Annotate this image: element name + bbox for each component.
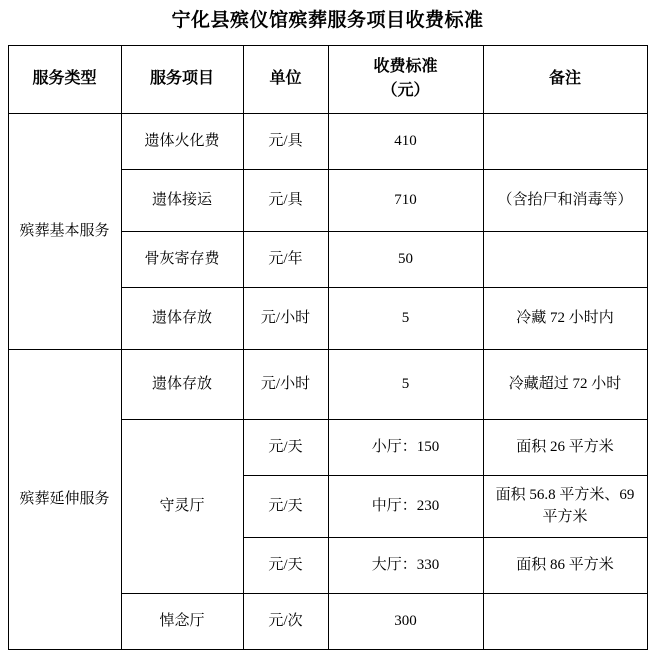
cell-service-type-basic: 殡葬基本服务 bbox=[8, 113, 121, 349]
cell-remark: 面积 26 平方米 bbox=[483, 419, 647, 475]
cell-unit: 元/天 bbox=[243, 537, 328, 593]
cell-unit: 元/小时 bbox=[243, 287, 328, 349]
cell-service-item: 遗体存放 bbox=[121, 287, 243, 349]
cell-service-item: 骨灰寄存费 bbox=[121, 231, 243, 287]
cell-fee: 大厅：330 bbox=[328, 537, 483, 593]
cell-remark bbox=[483, 593, 647, 649]
cell-unit: 元/具 bbox=[243, 113, 328, 169]
cell-unit: 元/天 bbox=[243, 475, 328, 537]
cell-remark: 面积 86 平方米 bbox=[483, 537, 647, 593]
cell-fee: 300 bbox=[328, 593, 483, 649]
cell-remark: 冷藏超过 72 小时 bbox=[483, 349, 647, 419]
table-header-row bbox=[8, 45, 647, 113]
cell-fee: 中厅：230 bbox=[328, 475, 483, 537]
cell-fee: 50 bbox=[328, 231, 483, 287]
cell-unit: 元/小时 bbox=[243, 349, 328, 419]
cell-fee: 小厅：150 bbox=[328, 419, 483, 475]
table-body bbox=[8, 113, 647, 649]
cell-remark bbox=[483, 231, 647, 287]
column-header-unit: 单位 bbox=[243, 45, 328, 113]
table-row bbox=[8, 349, 647, 419]
cell-fee: 710 bbox=[328, 169, 483, 231]
cell-remark: 冷藏 72 小时内 bbox=[483, 287, 647, 349]
cell-unit: 元/年 bbox=[243, 231, 328, 287]
cell-remark: （含抬尸和消毒等） bbox=[483, 169, 647, 231]
fee-standard-table bbox=[8, 45, 648, 650]
cell-service-item: 遗体接运 bbox=[121, 169, 243, 231]
cell-unit: 元/具 bbox=[243, 169, 328, 231]
cell-service-item: 遗体火化费 bbox=[121, 113, 243, 169]
cell-service-item: 遗体存放 bbox=[121, 349, 243, 419]
cell-fee: 5 bbox=[328, 349, 483, 419]
table-row bbox=[8, 113, 647, 169]
column-header-service-item: 服务项目 bbox=[121, 45, 243, 113]
cell-unit: 元/次 bbox=[243, 593, 328, 649]
table-header bbox=[8, 45, 647, 113]
column-header-fee-standard bbox=[328, 45, 483, 113]
cell-fee: 410 bbox=[328, 113, 483, 169]
cell-fee: 5 bbox=[328, 287, 483, 349]
fee-header-line-1: 收费标准 bbox=[373, 58, 438, 76]
column-header-service-type: 服务类型 bbox=[8, 45, 121, 113]
page-title: 宁化县殡仪馆殡葬服务项目收费标准 bbox=[171, 10, 484, 31]
cell-service-item: 守灵厅 bbox=[121, 419, 243, 593]
cell-remark bbox=[483, 113, 647, 169]
fee-header-line-2: （元） bbox=[381, 82, 430, 100]
cell-remark: 面积 56.8 平方米、69 平方米 bbox=[483, 475, 647, 537]
cell-service-type-extended: 殡葬延伸服务 bbox=[8, 349, 121, 649]
cell-unit: 元/天 bbox=[243, 419, 328, 475]
cell-service-item: 悼念厅 bbox=[121, 593, 243, 649]
column-header-remark: 备注 bbox=[483, 45, 647, 113]
